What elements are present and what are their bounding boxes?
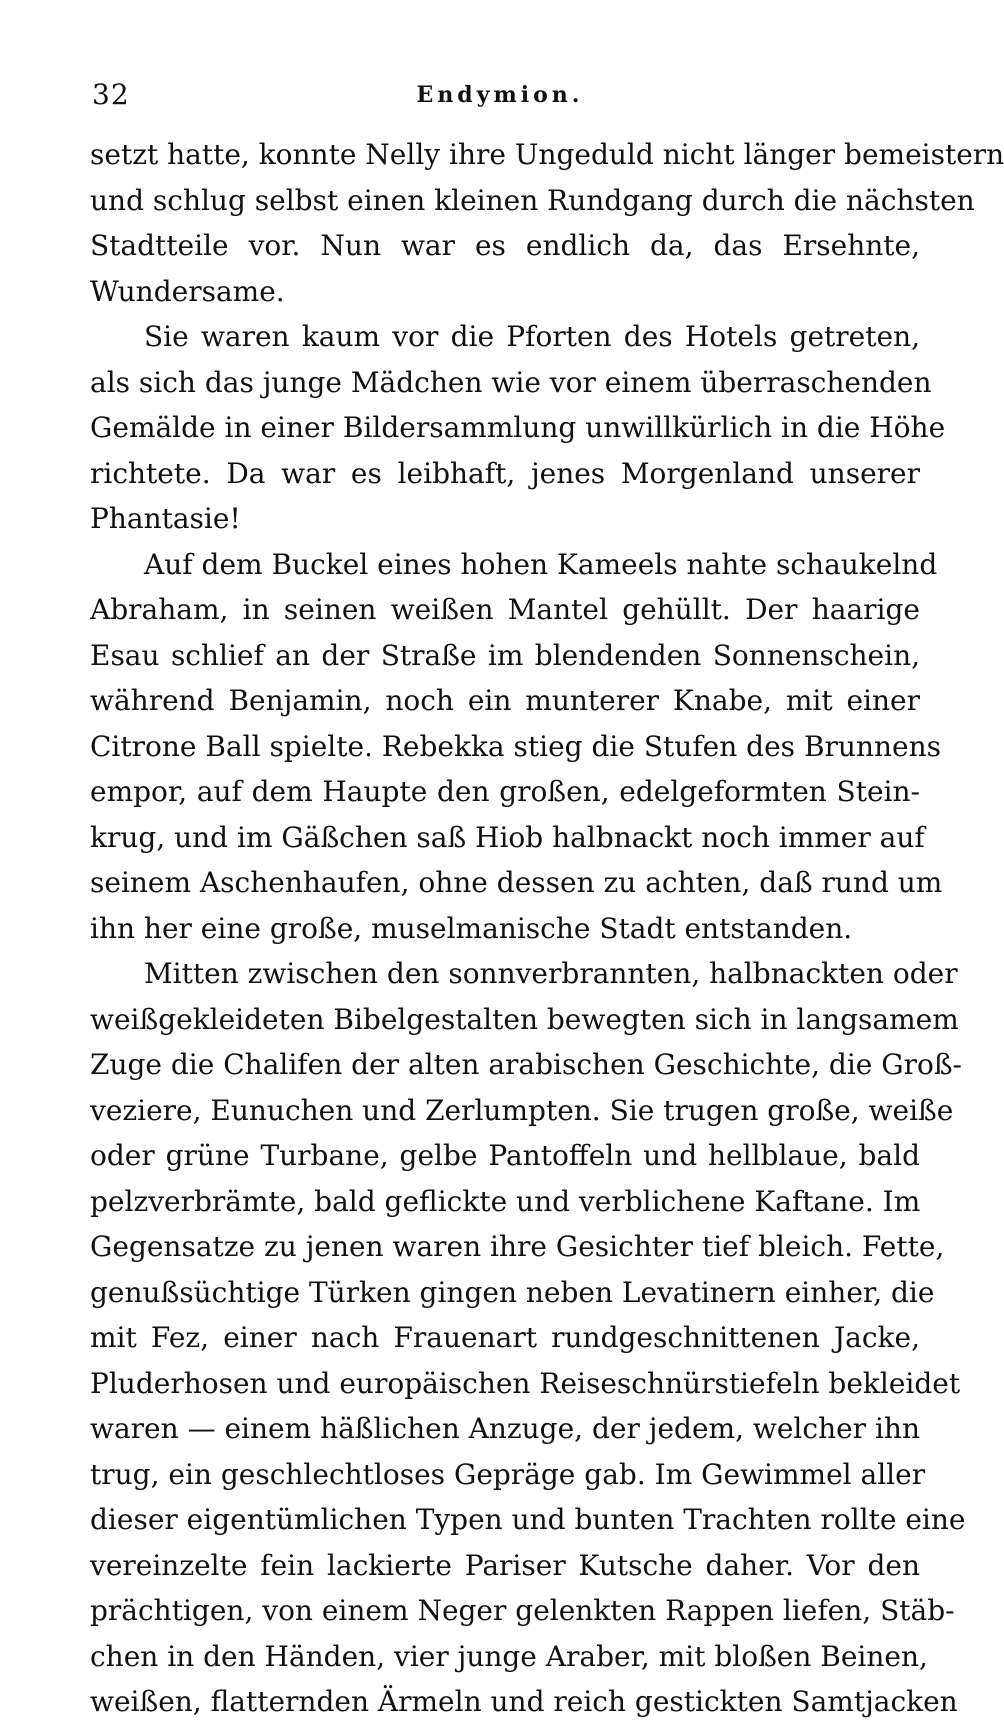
text-line: ihn her eine große, muselmanische Stadt entstanden. <box>90 911 853 945</box>
text-line: Abraham, in seinen weißen Mantel gehüllt. Der haarige <box>90 593 920 626</box>
text-line: setzt hatte, konnte Nelly ihre Ungeduld nicht länger bemeistern <box>90 138 1004 171</box>
page-number: 32 <box>92 78 130 111</box>
text-line: weißgekleideten Bibelgestalten bewegten sich in langsamem <box>90 1002 959 1036</box>
text-line: richtete. Da war es leibhaft, jenes Morgenland unserer <box>90 456 920 490</box>
text-line: Wundersame. <box>90 274 285 308</box>
text-line: als sich das junge Mädchen wie vor einem überraschenden <box>90 365 932 399</box>
text-line: trug, ein geschlechtloses Gepräge gab. Im Gewimmel aller <box>90 1457 926 1491</box>
text-line: Esau schlief an der Straße im blendenden Sonnenschein, <box>90 638 920 672</box>
text-line: krug, und im Gäßchen saß Hiob halbnackt noch immer auf <box>90 820 925 854</box>
text-line: Auf dem Buckel eines hohen Kameels nahte schaukelnd <box>144 547 938 581</box>
text-line: weißen, flatternden Ärmeln und reich gestickten Samtjacken <box>90 1685 958 1718</box>
text-line: pelzverbrämte, bald geflickte und verblichene Kaftane. Im <box>90 1184 921 1218</box>
text-line: Pluderhosen und europäischen Reiseschnürstiefeln bekleidet <box>90 1366 961 1400</box>
text-line: waren — einem häßlichen Anzuge, der jedem, welcher ihn <box>90 1412 920 1445</box>
text-line: Sie waren kaum vor die Pforten des Hotels getreten, <box>144 320 920 353</box>
text-line: Mitten zwischen den sonnverbrannten, halbnackten oder <box>144 957 958 990</box>
text-line: und schlug selbst einen kleinen Rundgang durch die nächsten <box>90 183 975 217</box>
text-line: veziere, Eunuchen und Zerlumpten. Sie trugen große, weiße <box>90 1093 954 1127</box>
text-line: mit Fez, einer nach Frauenart rundgeschnittenen Jacke, <box>90 1321 920 1354</box>
text-line: dieser eigentümlichen Typen und bunten Trachten rollte eine <box>90 1503 966 1536</box>
running-head: Endymion. <box>416 82 584 108</box>
text-line: oder grüne Turbane, gelbe Pantoffeln und hellblaue, bald <box>90 1139 920 1172</box>
text-line: Gemälde in einer Bildersammlung unwillkürlich in die Höhe <box>90 411 946 444</box>
text-line: prächtigen, von einem Neger gelenkten Rappen liefen, Stäb- <box>90 1594 955 1627</box>
text-line: während Benjamin, noch ein munterer Knabe, mit einer <box>90 684 920 717</box>
text-line: vereinzelte fein lackierte Pariser Kutsche daher. Vor den <box>90 1548 920 1582</box>
text-line: genußsüchtige Türken gingen neben Levatinern einher, die <box>90 1275 935 1309</box>
text-line: empor, auf dem Haupte den großen, edelgeformten Stein- <box>90 775 920 808</box>
text-line: Citrone Ball spielte. Rebekka stieg die Stufen des Brunnens <box>90 729 941 763</box>
text-line: Gegensatze zu jenen waren ihre Gesichter tief bleich. Fette, <box>90 1230 945 1263</box>
text-line: seinem Aschenhaufen, ohne dessen zu achten, daß rund um <box>90 866 943 899</box>
text-line: Stadtteile vor. Nun war es endlich da, das Ersehnte, <box>90 229 920 262</box>
text-line: Zuge die Chalifen der alten arabischen Geschichte, die Groß- <box>90 1048 963 1081</box>
text-line: Phantasie! <box>90 502 241 535</box>
text-line: chen in den Händen, vier junge Araber, mit bloßen Beinen, <box>90 1639 928 1673</box>
body-text <box>90 132 1004 1725</box>
